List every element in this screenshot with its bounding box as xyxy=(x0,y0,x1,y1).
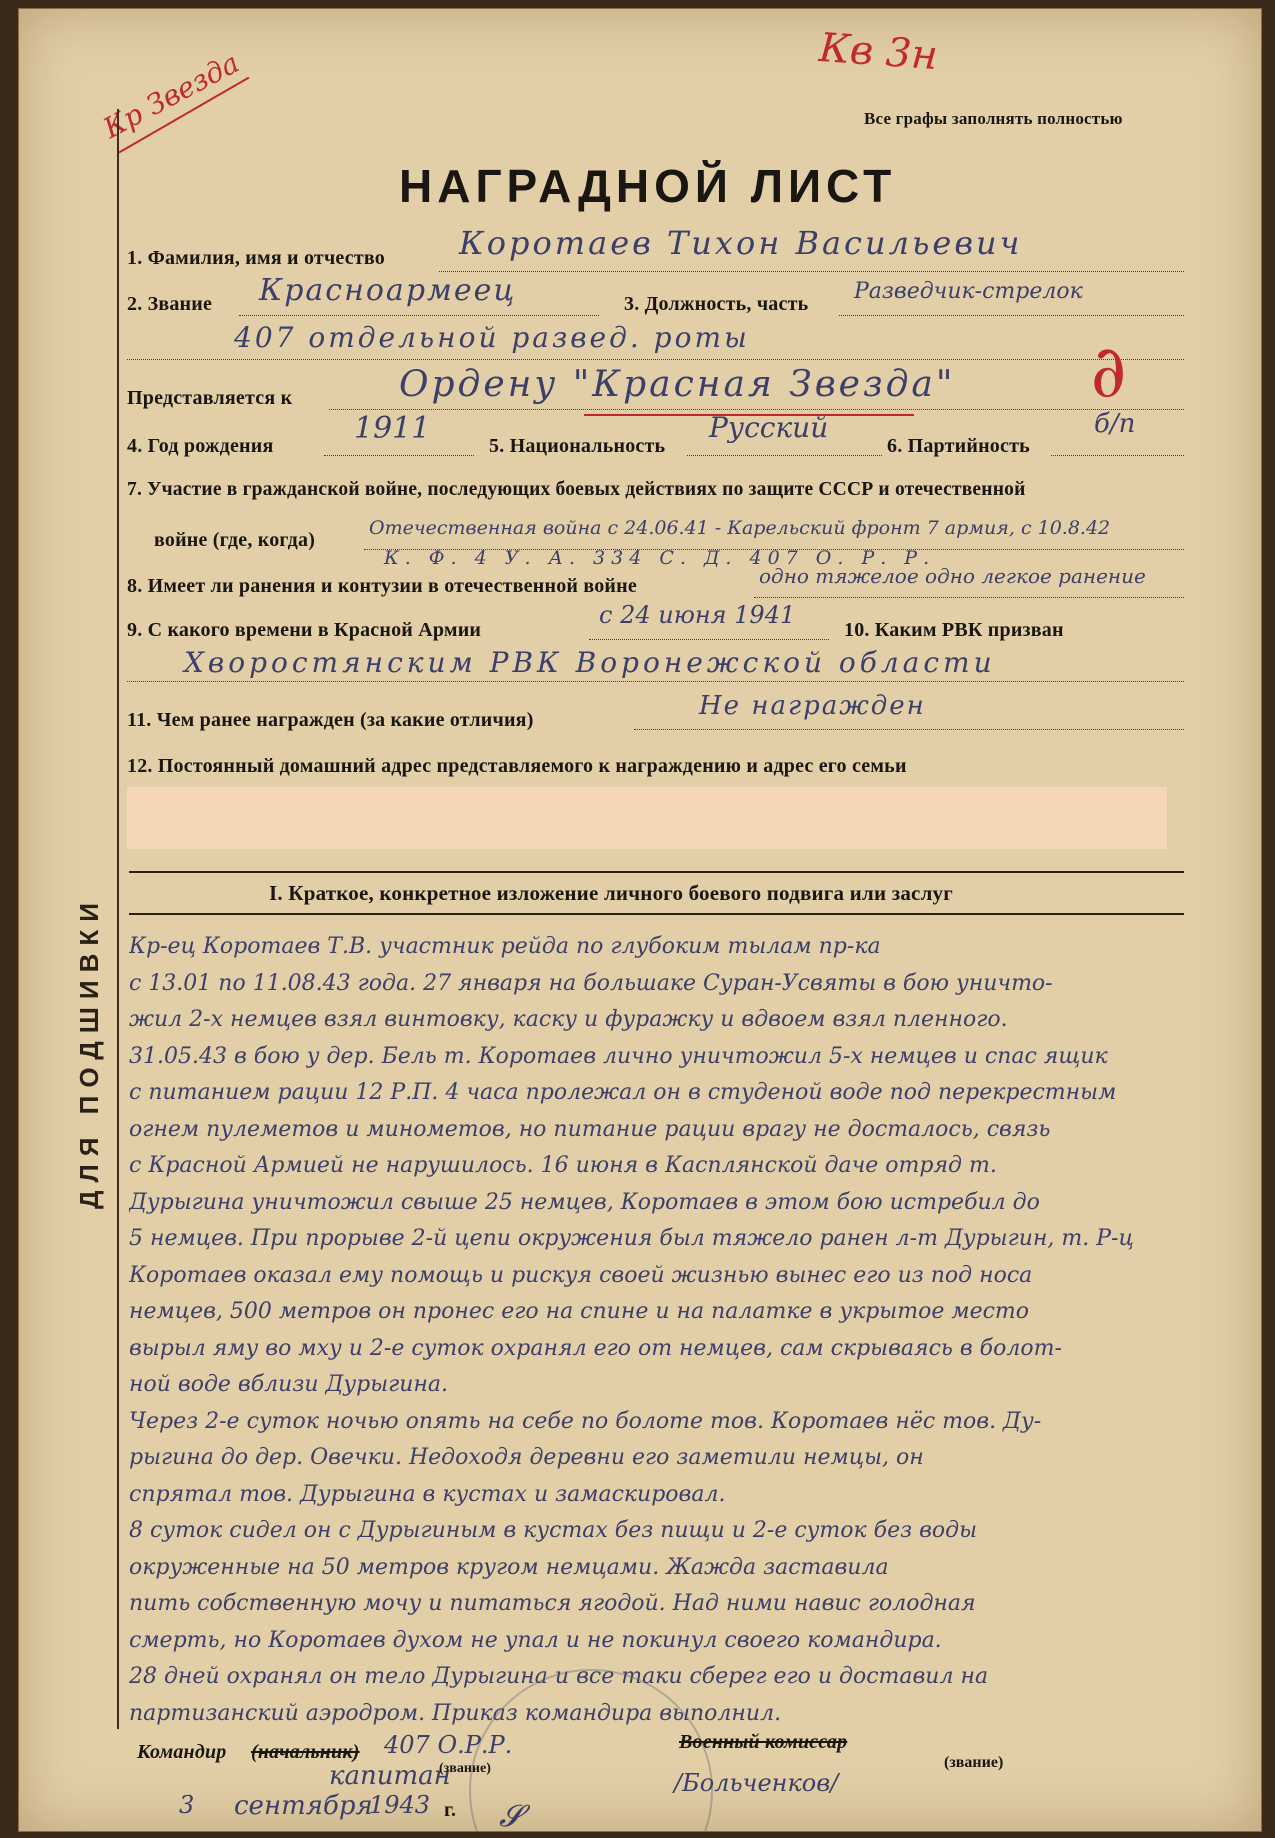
field-4-label: 4. Год рождения xyxy=(127,435,274,457)
field-4-rule xyxy=(324,455,474,456)
section-rule-bottom xyxy=(129,913,1184,915)
narrative-line: с питанием рации 12 Р.П. 4 часа пролежал он в студеной воде под перекрестным xyxy=(129,1080,1117,1105)
year-suffix: г. xyxy=(444,1799,457,1821)
fill-notice: Все графы заполнять полностью xyxy=(864,109,1123,128)
narrative-line: партизанский аэродром. Приказ командира выполнил. xyxy=(129,1700,782,1726)
field-2-rule xyxy=(239,315,599,316)
field-5-label: 5. Национальность xyxy=(489,435,666,457)
narrative-line: спрятал тов. Дурыгина в кустах и замаскировал. xyxy=(129,1481,726,1507)
presented-rule xyxy=(329,409,1184,410)
zvanie-label-1: (звание) xyxy=(439,1761,491,1776)
narrative-text xyxy=(129,929,1189,1732)
field-2-value: Красноармеец xyxy=(259,273,517,308)
narrative-line: с 13.01 по 11.08.43 года. 27 января на большаке Суран-Усвяты в бою уничто- xyxy=(129,970,1053,996)
field-9-rule xyxy=(589,639,829,640)
presented-label: Представляется к xyxy=(127,387,293,409)
section-title: I. Краткое, конкретное изложение личного боевого подвига или заслуг xyxy=(269,881,953,905)
red-mark: ∂ xyxy=(1083,326,1132,416)
field-10-label: 10. Каким РВК призван xyxy=(844,619,1064,641)
narrative-line: 8 суток сидел он с Дурыгиным в кустах без пищи и 2-е суток без воды xyxy=(129,1518,978,1543)
field-9-label: 9. С какого времени в Красной Армии xyxy=(127,619,482,641)
field-7-label-a: 7. Участие в гражданской войне, последующих боевых действиях по защите СССР и отечественной xyxy=(127,479,1026,500)
binding-label: ДЛЯ ПОДШИВКИ xyxy=(74,895,104,1209)
field-6-value: б/п xyxy=(1094,409,1136,439)
narrative-line: 28 дней охранял он тело Дурыгина и все таки сберег его и доставил на xyxy=(129,1664,989,1689)
field-6-label: 6. Партийность xyxy=(887,435,1030,457)
field-10-value: Хворостянским РВК Воронежской области xyxy=(184,646,996,679)
narrative-line: Кр-ец Коротаев Т.В. участник рейда по глубоким тылам пр-ка xyxy=(129,934,881,959)
narrative-line: немцев, 500 метров он пронес его на спине и на палатке в укрытое место xyxy=(129,1299,1030,1324)
field-9-value: с 24 июня 1941 xyxy=(599,601,796,629)
narrative-line: смерть, но Коротаев духом не упал и не покинул своего командира. xyxy=(129,1627,942,1653)
binding-margin-line xyxy=(117,109,119,1729)
field-2-label: 2. Звание xyxy=(127,293,213,315)
signature: 𝓢 xyxy=(499,1799,523,1832)
field-3-rule xyxy=(839,315,1184,316)
presented-value: Ордену "Красная Звезда" xyxy=(399,364,956,405)
corner-note: Кв 3н xyxy=(817,24,940,80)
field-1-rule xyxy=(439,271,1184,272)
field-11-rule xyxy=(634,729,1184,730)
narrative-line: 31.05.43 в бою у дер. Бель т. Коротаев лично уничтожил 5-х немцев и спас ящик xyxy=(129,1043,1108,1069)
field-10-rule xyxy=(127,681,1184,682)
field-7-label-b: войне (где, когда) xyxy=(154,529,316,551)
narrative-line: с Красной Армией не нарушилось. 16 июня в Касплянской даче отряд т. xyxy=(129,1153,997,1178)
zvanie-label-2: (звание) xyxy=(944,1754,1004,1771)
page-title: НАГРАДНОЙ ЛИСТ xyxy=(399,160,897,212)
narrative-line: Через 2-е суток ночью опять на себе по болоте тов. Коротаев нёс тов. Ду- xyxy=(129,1408,1042,1434)
redacted-address xyxy=(127,787,1167,849)
field-3-value-2: 407 отдельной развед. роты xyxy=(234,321,750,354)
field-8-rule xyxy=(754,597,1184,598)
field-8-label: 8. Имеет ли ранения и контузии в отечественной войне xyxy=(127,575,637,597)
field-1-label: 1. Фамилия, имя и отчество xyxy=(127,247,385,269)
commander-rank: капитан xyxy=(329,1761,451,1791)
field-11-label: 11. Чем ранее награжден (за какие отличия) xyxy=(127,709,534,731)
section-rule-top xyxy=(129,871,1184,873)
narrative-line: окруженные на 50 метров кругом немцами. Жажда заставила xyxy=(129,1554,889,1580)
field-11-value: Не награжден xyxy=(699,691,926,721)
narrative-line: вырыл яму во мху и 2-е суток охранял его от немцев, сам скрываясь в болот- xyxy=(129,1335,1062,1361)
field-8-value: одно тяжелое одно легкое ранение xyxy=(759,564,1146,588)
award-sheet xyxy=(18,8,1262,1832)
signatory-name: /Больченков/ xyxy=(674,1769,839,1797)
date-month: сентября xyxy=(234,1791,373,1821)
narrative-line: Дурыгина уничтожил свыше 25 немцев, Коротаев в этом бою истребил до xyxy=(129,1189,1040,1215)
commander-label: Командир xyxy=(137,1741,227,1763)
field-7-value-b: К. Ф. 4 У. А. 334 С. Д. 407 О. Р. Р. xyxy=(384,547,936,569)
narrative-line: ной воде вблизи Дурыгина. xyxy=(129,1372,449,1397)
date-year: 1943 xyxy=(369,1791,431,1819)
narrative-line: рыгина до дер. Овечки. Недоходя деревни его заметили немцы, он xyxy=(129,1445,924,1470)
narrative-line: Коротаев оказал ему помощь и рискуя своей жизнью вынес его из под носа xyxy=(129,1262,1033,1288)
field-3-rule-2 xyxy=(127,359,1184,360)
field-5-rule xyxy=(687,455,882,456)
narrative-line: жил 2-х немцев взял винтовку, каску и фуражку и вдвоем взял пленного. xyxy=(129,1007,1008,1032)
narrative-line: огнем пулеметов и минометов, но питание рации врагу не досталось, связь xyxy=(129,1116,1051,1142)
narrative-line: 5 немцев. При прорыве 2-й цепи окружения был тяжело ранен л-т Дурыгин, т. Р-ц xyxy=(129,1226,1134,1251)
date-day: 3 xyxy=(179,1791,195,1819)
field-1-value: Коротаев Тихон Васильевич xyxy=(459,224,1023,262)
narrative-line: пить собственную мочу и питаться ягодой. Над ними навис голодная xyxy=(129,1591,976,1616)
field-4-value: 1911 xyxy=(354,411,431,446)
commissar-label: Военный комиссар xyxy=(679,1731,848,1753)
commander-unit: 407 О.Р.Р. xyxy=(384,1731,513,1759)
field-3-label: 3. Должность, часть xyxy=(624,293,809,315)
field-5-value: Русский xyxy=(709,411,829,444)
field-6-rule xyxy=(1051,455,1184,456)
field-3-value: Разведчик-стрелок xyxy=(854,279,1083,304)
chief-label: (начальник) xyxy=(251,1741,360,1763)
margin-note: Кр Звезда xyxy=(97,46,245,145)
field-7-value-a: Отечественная война с 24.06.41 - Карельский фронт 7 армия, с 10.8.42 xyxy=(369,517,1111,539)
field-12-label: 12. Постоянный домашний адрес представляемого к награждению и адрес его семьи xyxy=(127,755,907,777)
